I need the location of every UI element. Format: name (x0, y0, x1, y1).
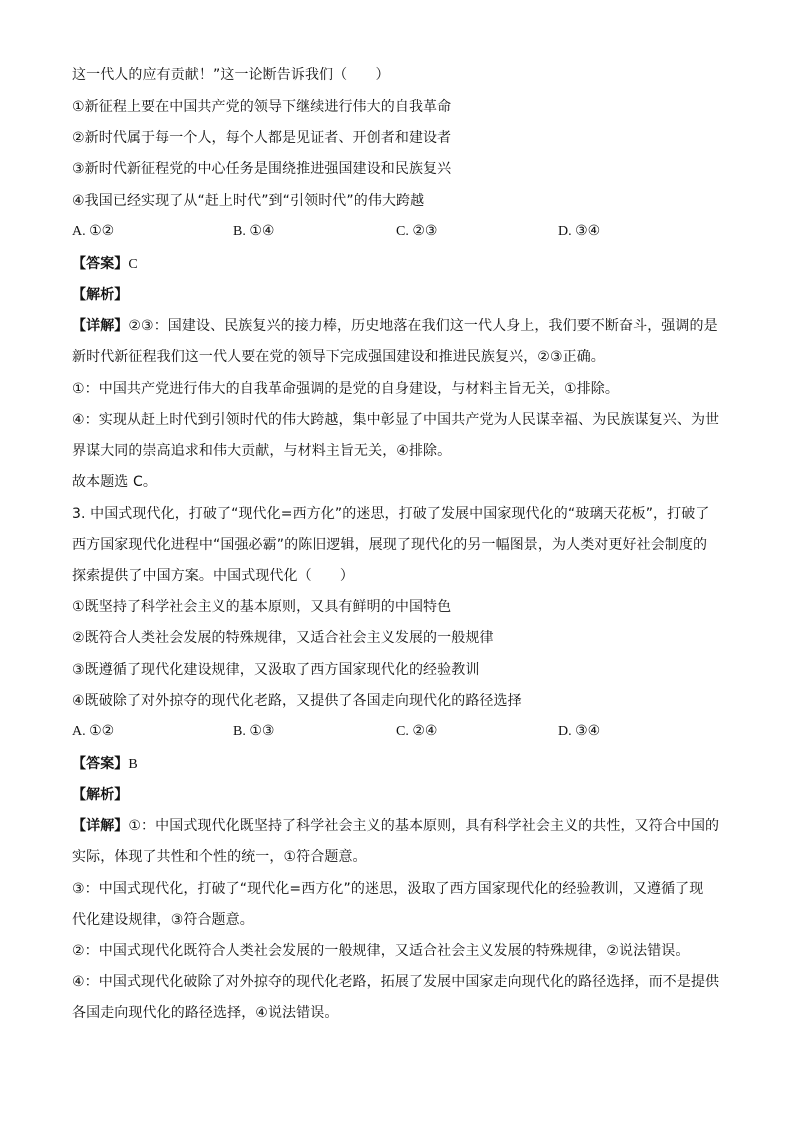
option-a: A. ①② (72, 224, 115, 239)
question-3-stem: 3. 中国式现代化，打破了“现代化=西方化”的迷思，打破了发展中国家现代化的“玻璃天花板”，打破了 (72, 506, 710, 522)
question-3-stem-cont: 西方国家现代化进程中“国强必霸”的陈旧逻辑，展现了现代化的另一幅图景，为人类对更好社会制度的 (72, 537, 708, 553)
option-c: C. ②③ (396, 224, 438, 239)
detail-tag: 【详解】 (72, 818, 129, 834)
option-d: D. ③④ (558, 724, 601, 739)
detail-text-cont: 代化建设规律，③符合题意。 (72, 912, 254, 928)
detail-text: ②③：国建设、民族复兴的接力棒，历史地落在我们这一代人身上，我们要不断奋斗，强调的是 (128, 318, 718, 334)
detail-text-cont: 界谋大同的崇高追求和伟大贡献，与材料主旨无关，④排除。 (72, 443, 452, 459)
detail-text: ③：中国式现代化，打破了“现代化=西方化”的迷思，汲取了西方国家现代化的经验教训，又遵循了现 (72, 881, 704, 897)
detail-text: ①：中国式现代化既坚持了科学社会主义的基本原则，具有科学社会主义的共性，又符合中国的 (128, 818, 720, 834)
answer-line (72, 754, 732, 775)
statement-2: ②既符合人类社会发展的特殊规律，又适合社会主义发展的一般规律 (72, 630, 494, 646)
answer-options (72, 722, 732, 742)
detail-line (72, 316, 732, 336)
analysis-heading (72, 285, 732, 305)
answer-tag: 【答案】 (72, 756, 129, 772)
statement-2: ②新时代属于每一个人，每个人都是见证者、开创者和建设者 (72, 130, 452, 146)
detail-text-cont: 新时代新征程我们这一代人要在党的领导下完成强国建设和推进民族复兴，②③正确。 (72, 349, 605, 365)
analysis-tag: 【解析】 (72, 787, 129, 803)
answer-value: B (128, 757, 138, 772)
detail-text: ④：中国式现代化破除了对外掠夺的现代化老路，拓展了发展中国家走向现代化的路径选择，而不是提供 (72, 974, 720, 990)
option-b: B. ①④ (233, 224, 275, 239)
answer-tag: 【答案】 (72, 256, 129, 272)
analysis-heading (72, 785, 732, 805)
statement-1: ①既坚持了科学社会主义的基本原则，又具有鲜明的中国特色 (72, 599, 452, 615)
option-d: D. ③④ (558, 224, 601, 239)
analysis-tag: 【解析】 (72, 287, 129, 303)
option-a: A. ①② (72, 724, 115, 739)
statement-4: ④我国已经实现了从“赶上时代”到“引领时代”的伟大跨越 (72, 193, 425, 209)
option-c: C. ②④ (396, 724, 438, 739)
statement-1: ①新征程上要在中国共产党的领导下继续进行伟大的自我革命 (72, 99, 452, 115)
statement-3: ③新时代新征程党的中心任务是围绕推进强国建设和民族复兴 (72, 161, 452, 177)
detail-line (72, 816, 732, 836)
statement-4: ④既破除了对外掠夺的现代化老路，又提供了各国走向现代化的路径选择 (72, 693, 522, 709)
question-stem-tail: 这一代人的应有贡献！”这一论断告诉我们（ ） (72, 67, 390, 83)
detail-text: ②：中国式现代化既符合人类社会发展的一般规律，又适合社会主义发展的特殊规律，②说法错误。 (72, 943, 690, 959)
detail-text: ①：中国共产党进行伟大的自我革命强调的是党的自身建设，与材料主旨无关，①排除。 (72, 381, 619, 397)
statement-3: ③既遵循了现代化建设规律，又汲取了西方国家现代化的经验教训 (72, 662, 480, 678)
answer-options (72, 222, 732, 242)
detail-text: ④：实现从赶上时代到引领时代的伟大跨越，集中彰显了中国共产党为人民谋幸福、为民族谋复兴、为世 (72, 412, 720, 428)
detail-text-cont: 实际，体现了共性和个性的统一，①符合题意。 (72, 849, 367, 865)
detail-text-cont: 各国走向现代化的路径选择，④说法错误。 (72, 1005, 339, 1021)
conclusion: 故本题选 C。 (72, 474, 157, 490)
option-b: B. ①③ (233, 724, 275, 739)
question-3-stem-cont: 探索提供了中国方案。中国式现代化（ ） (72, 568, 354, 584)
answer-line (72, 254, 732, 275)
answer-value: C (128, 257, 138, 272)
detail-tag: 【详解】 (72, 318, 129, 334)
